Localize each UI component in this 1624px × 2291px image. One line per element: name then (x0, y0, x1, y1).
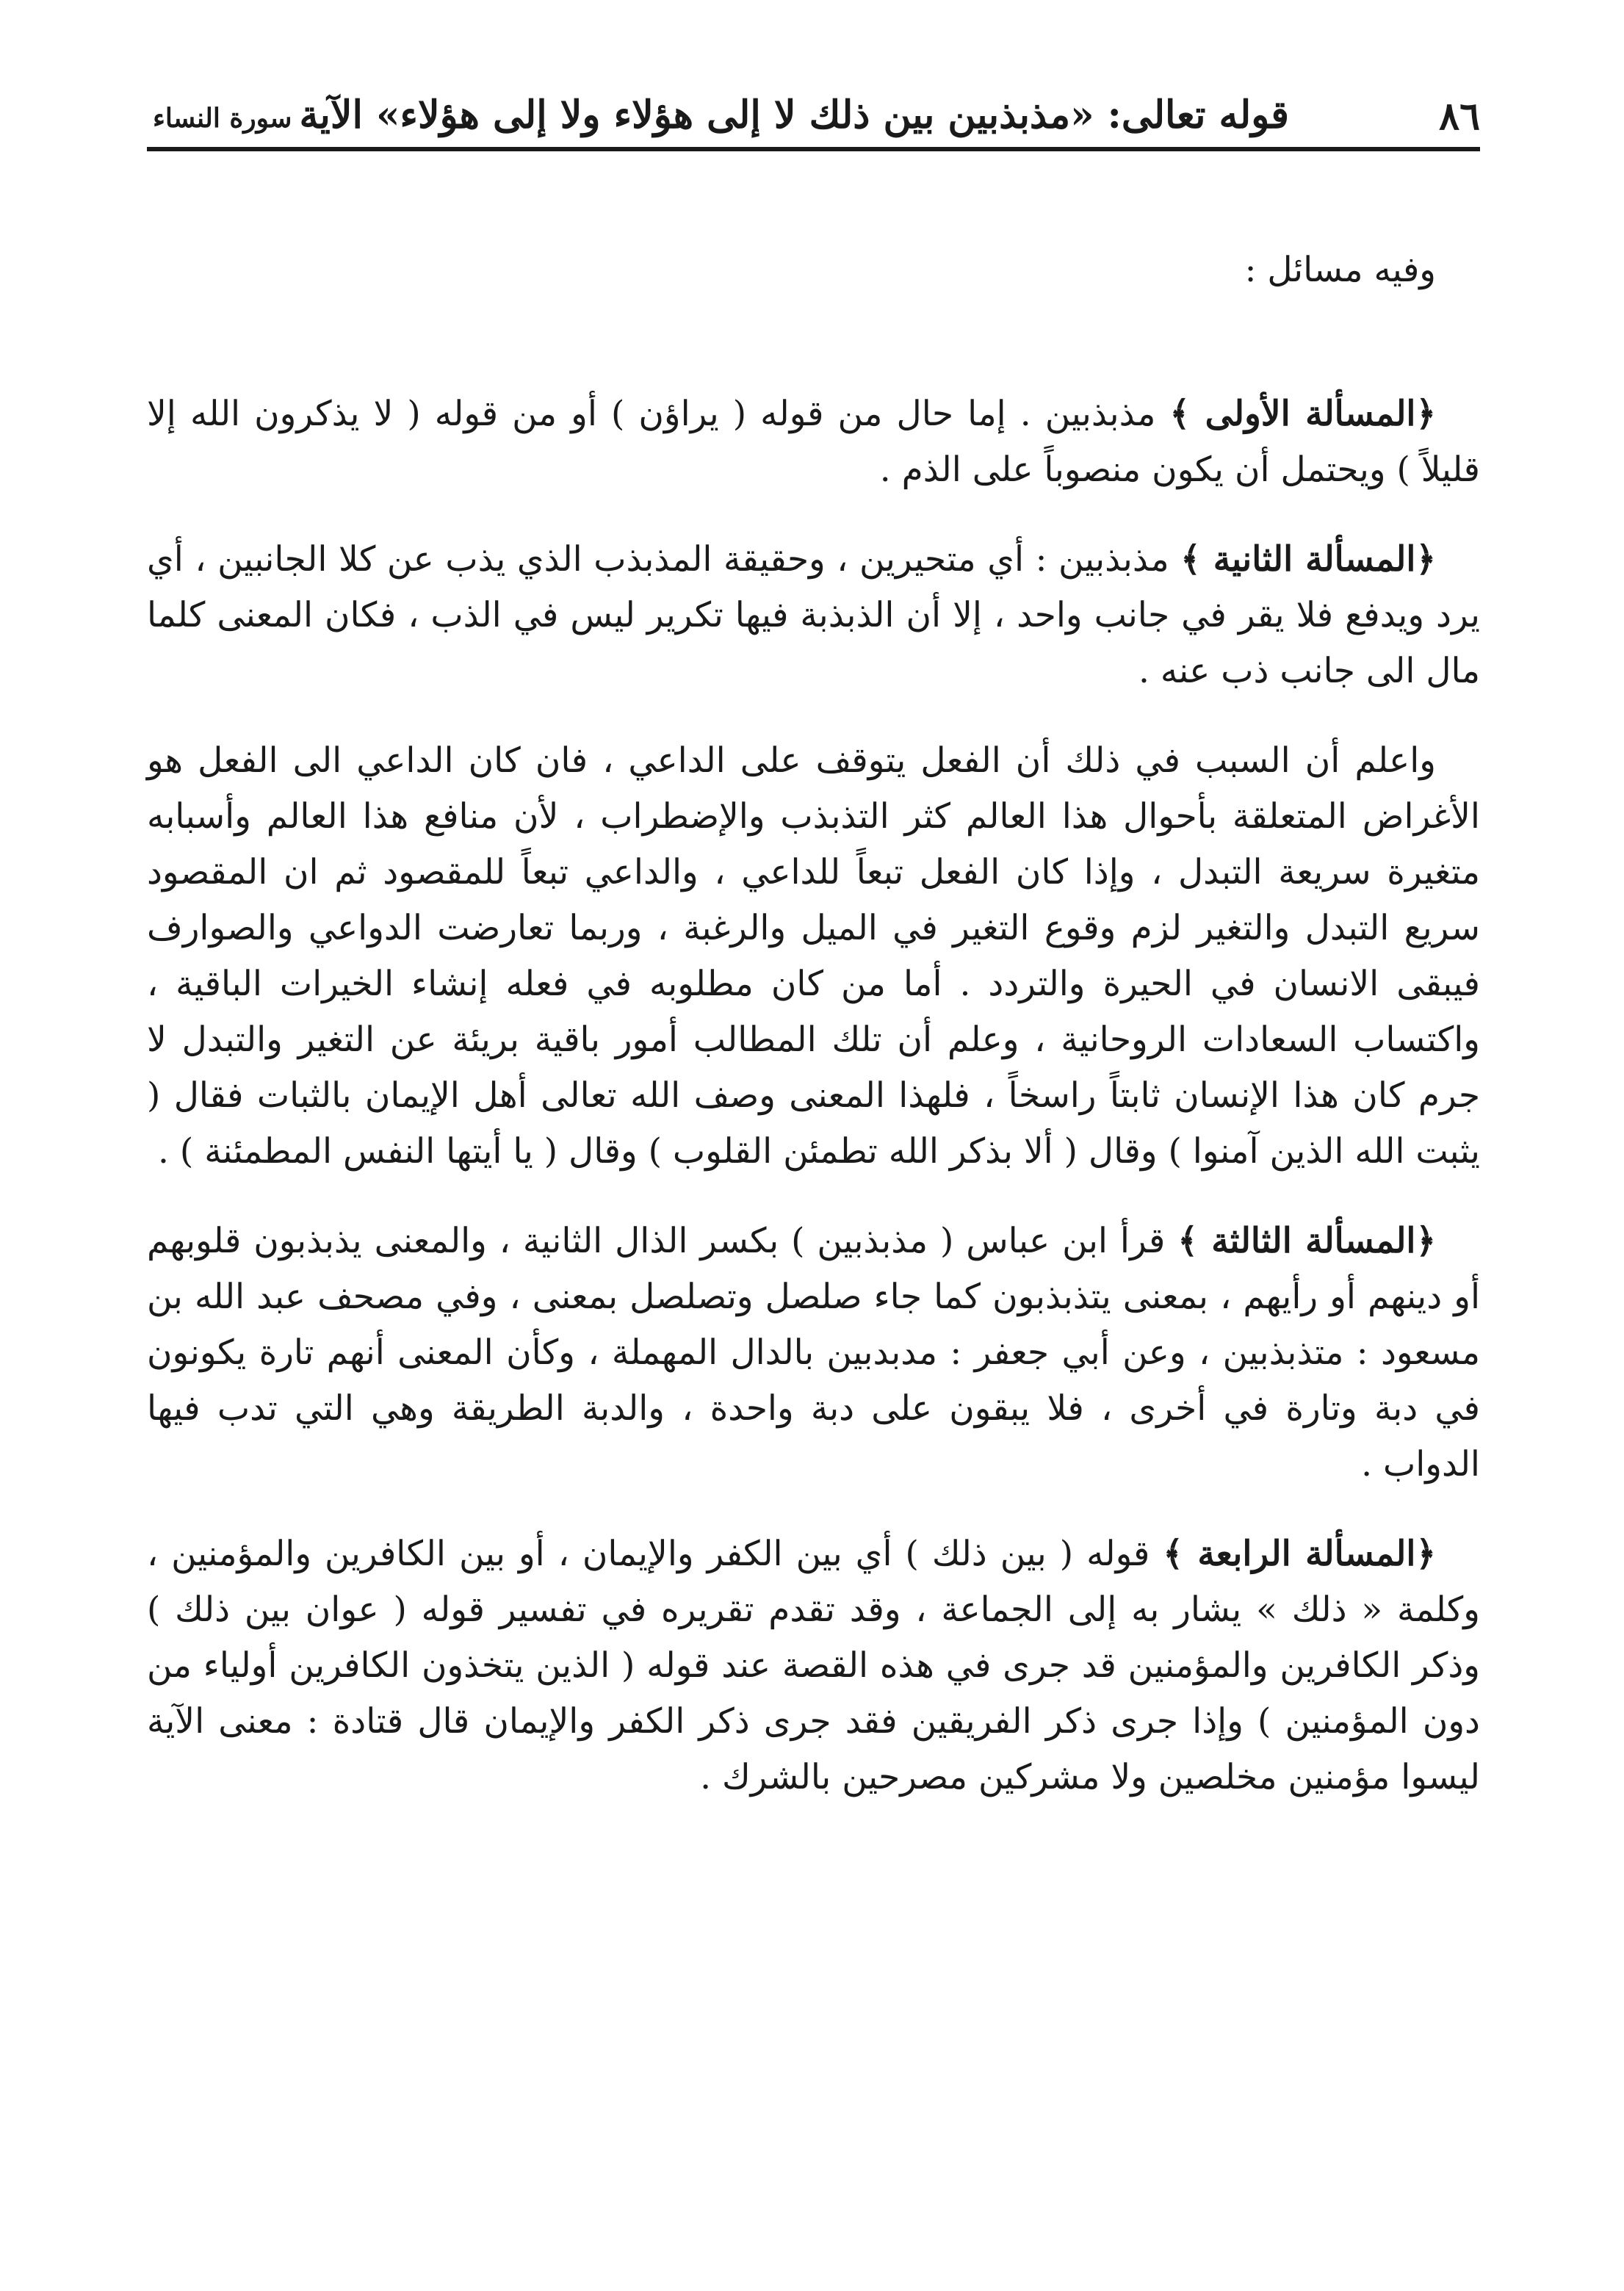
issue-paragraph-3 (147, 1213, 1480, 1493)
surah-name: سورة النساء (153, 103, 292, 134)
running-header (147, 87, 1480, 153)
intro-line: وفيه مسائل : (1244, 250, 1436, 290)
issue-heading-1: ﴿ المسألة الأولى ﴾ (1170, 394, 1436, 434)
issue-paragraph-4 (147, 1526, 1480, 1805)
page-number: ٨٦ (1439, 94, 1480, 139)
issue-text-2: مذبذبين : أي متحيرين ، وحقيقة المذبذب الذي يذب عن كلا الجانبين ، أي يرد ويدفع فلا يقر في جانب واحد ، إلا أن الذبذبة فيها تكرير ليس في الذب ، فكان المعنى كلما مال الى جانب ذب عنه . (147, 539, 1480, 691)
explanation-text: واعلم أن السبب في ذلك أن الفعل يتوقف على الداعي ، فان كان الداعي الى الفعل هو الأغراض المتعلقة بأحوال هذا العالم كثر التذبذب والإضطراب ، لأن منافع هذا العالم وأسبابه متغيرة سريعة التبدل ، وإذا كان الفعل تبعاً للداعي ، والداعي تبعاً للمقصود ثم ان المقصود سريع التبدل والتغير لزم وقوع التغير في الميل والرغبة ، وربما تعارضت الدواعي والصوارف فيبقى الانسان في الحيرة والتردد . أما من كان مطلوبه في فعله إنشاء الخيرات الباقية ، واكتساب السعادات الروحانية ، وعلم أن تلك المطالب أمور باقية بريئة عن التغير والتبدل لا جرم كان هذا الإنسان ثابتاً راسخاً ، فلهذا المعنى وصف الله تعالى أهل الإيمان بالثبات فقال ( يثبت الله الذين آمنوا ) وقال ( ألا بذكر الله تطمئن القلوب ) وقال ( يا أيتها النفس المطمئنة ) . (147, 740, 1480, 1172)
issue-paragraph-1 (147, 386, 1480, 498)
issue-heading-2: ﴿ المسألة الثانية ﴾ (1180, 539, 1436, 580)
issue-paragraph-2 (147, 532, 1480, 699)
issue-heading-4: ﴿ المسألة الرابعة ﴾ (1163, 1534, 1436, 1574)
issue-text-1: مذبذبين . إما حال من قوله ( يراؤن ) أو من قوله ( لا يذكرون الله إلا قليلاً ) ويحتمل أن يكون منصوباً على الذم . (147, 394, 1480, 490)
issue-text-4: قوله ( بين ذلك ) أي بين الكفر والإيمان ، أو بين الكافرين والمؤمنين ، وكلمة « ذلك » يشار به إلى الجماعة ، وقد تقدم تقريره في تفسير قوله ( عوان بين ذلك ) وذكر الكافرين والمؤمنين قد جرى في هذه القصة عند قوله ( الذين يتخذون الكافرين أولياء من دون المؤمنين ) وإذا جرى ذكر الفريقين فقد جرى ذكر الكفر والإيمان قال قتادة : معنى الآية ليسوا مؤمنين مخلصين ولا مشركين مصرحين بالشرك . (147, 1534, 1480, 1797)
issue-text-3: قرأ ابن عباس ( مذبذبين ) بكسر الذال الثانية ، والمعنى يذبذبون قلوبهم أو دينهم أو رأيهم ، بمعنى يتذبذبون كما جاء صلصل وتصلصل بمعنى ، وفي مصحف عبد الله بن مسعود : متذبذبين ، وعن أبي جعفر : مدبدبين بالدال المهملة ، وكأن المعنى أنهم تارة يكونون في دبة وتارة في أخرى ، فلا يبقون على دبة واحدة ، والدبة الطريقة وهي التي تدب فيها الدواب . (147, 1221, 1480, 1484)
explanation-paragraph (147, 733, 1480, 1180)
header-title: قوله تعالى: «مذبذبين بين ذلك لا إلى هؤلاء ولا إلى هؤلاء» الآية (299, 93, 1289, 137)
document-page (147, 0, 1480, 2291)
body-text (147, 242, 1480, 1839)
header-divider (147, 147, 1480, 151)
issue-heading-3: ﴿ المسألة الثالثة ﴾ (1177, 1221, 1436, 1261)
